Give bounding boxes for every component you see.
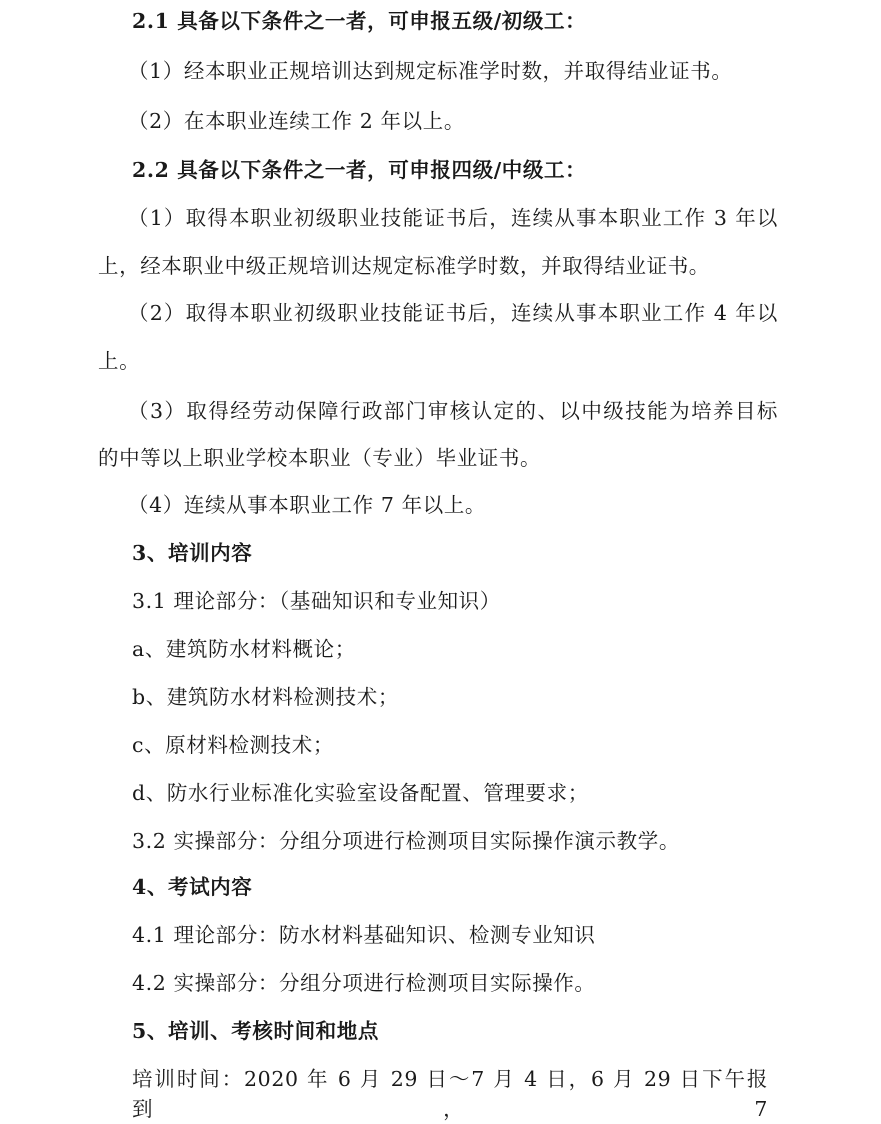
section-2-2-item-4: （4）连续从事本职业工作 7 年以上。 <box>128 493 487 517</box>
section-2-2-item-2-line-1: （2）取得本职业初级职业技能证书后，连续从事本职业工作 4 年以 <box>128 301 778 325</box>
section-2-2-item-1-line-2: 上，经本职业中级正规培训达规定标准学时数，并取得结业证书。 <box>98 254 710 278</box>
section-5-training-time: 培训时间：2020 年 6 月 29 日～7 月 4 日，6 月 29 日下午报到，7 <box>132 1067 768 1121</box>
section-4-heading: 4、考试内容 <box>132 875 253 899</box>
section-2-1-item-1: （1）经本职业正规培训达到规定标准学时数，并取得结业证书。 <box>128 59 733 83</box>
section-2-1-heading: 2.1 具备以下条件之一者，可申报五级/初级工： <box>132 9 587 33</box>
section-3-1-item-a: a、建筑防水材料概论； <box>132 637 356 661</box>
section-2-2-heading: 2.2 具备以下条件之一者，可申报四级/中级工： <box>132 158 587 182</box>
section-4-1-item: 4.1 理论部分：防水材料基础知识、检测专业知识 <box>132 923 596 947</box>
section-3-1-heading: 3.1 理论部分：（基础知识和专业知识） <box>132 589 501 613</box>
section-3-heading: 3、培训内容 <box>132 541 253 565</box>
section-2-1-item-2: （2）在本职业连续工作 2 年以上。 <box>128 109 465 133</box>
section-3-1-item-c: c、原材料检测技术； <box>132 733 334 757</box>
section-2-2-item-2-line-2: 上。 <box>98 349 141 373</box>
section-4-2-item: 4.2 实操部分：分组分项进行检测项目实际操作。 <box>132 971 596 995</box>
section-3-1-item-b: b、建筑防水材料检测技术； <box>132 685 399 709</box>
section-2-2-item-3-line-2: 的中等以上职业学校本职业（专业）毕业证书。 <box>98 446 542 470</box>
section-3-1-item-d: d、防水行业标准化实验室设备配置、管理要求； <box>132 781 589 805</box>
section-3-2-item: 3.2 实操部分：分组分项进行检测项目实际操作演示教学。 <box>132 829 680 853</box>
section-5-heading: 5、培训、考核时间和地点 <box>132 1019 379 1043</box>
section-2-2-item-3-line-1: （3）取得经劳动保障行政部门审核认定的、以中级技能为培养目标 <box>128 399 778 423</box>
section-2-2-item-1-line-1: （1）取得本职业初级职业技能证书后，连续从事本职业工作 3 年以 <box>128 206 778 230</box>
